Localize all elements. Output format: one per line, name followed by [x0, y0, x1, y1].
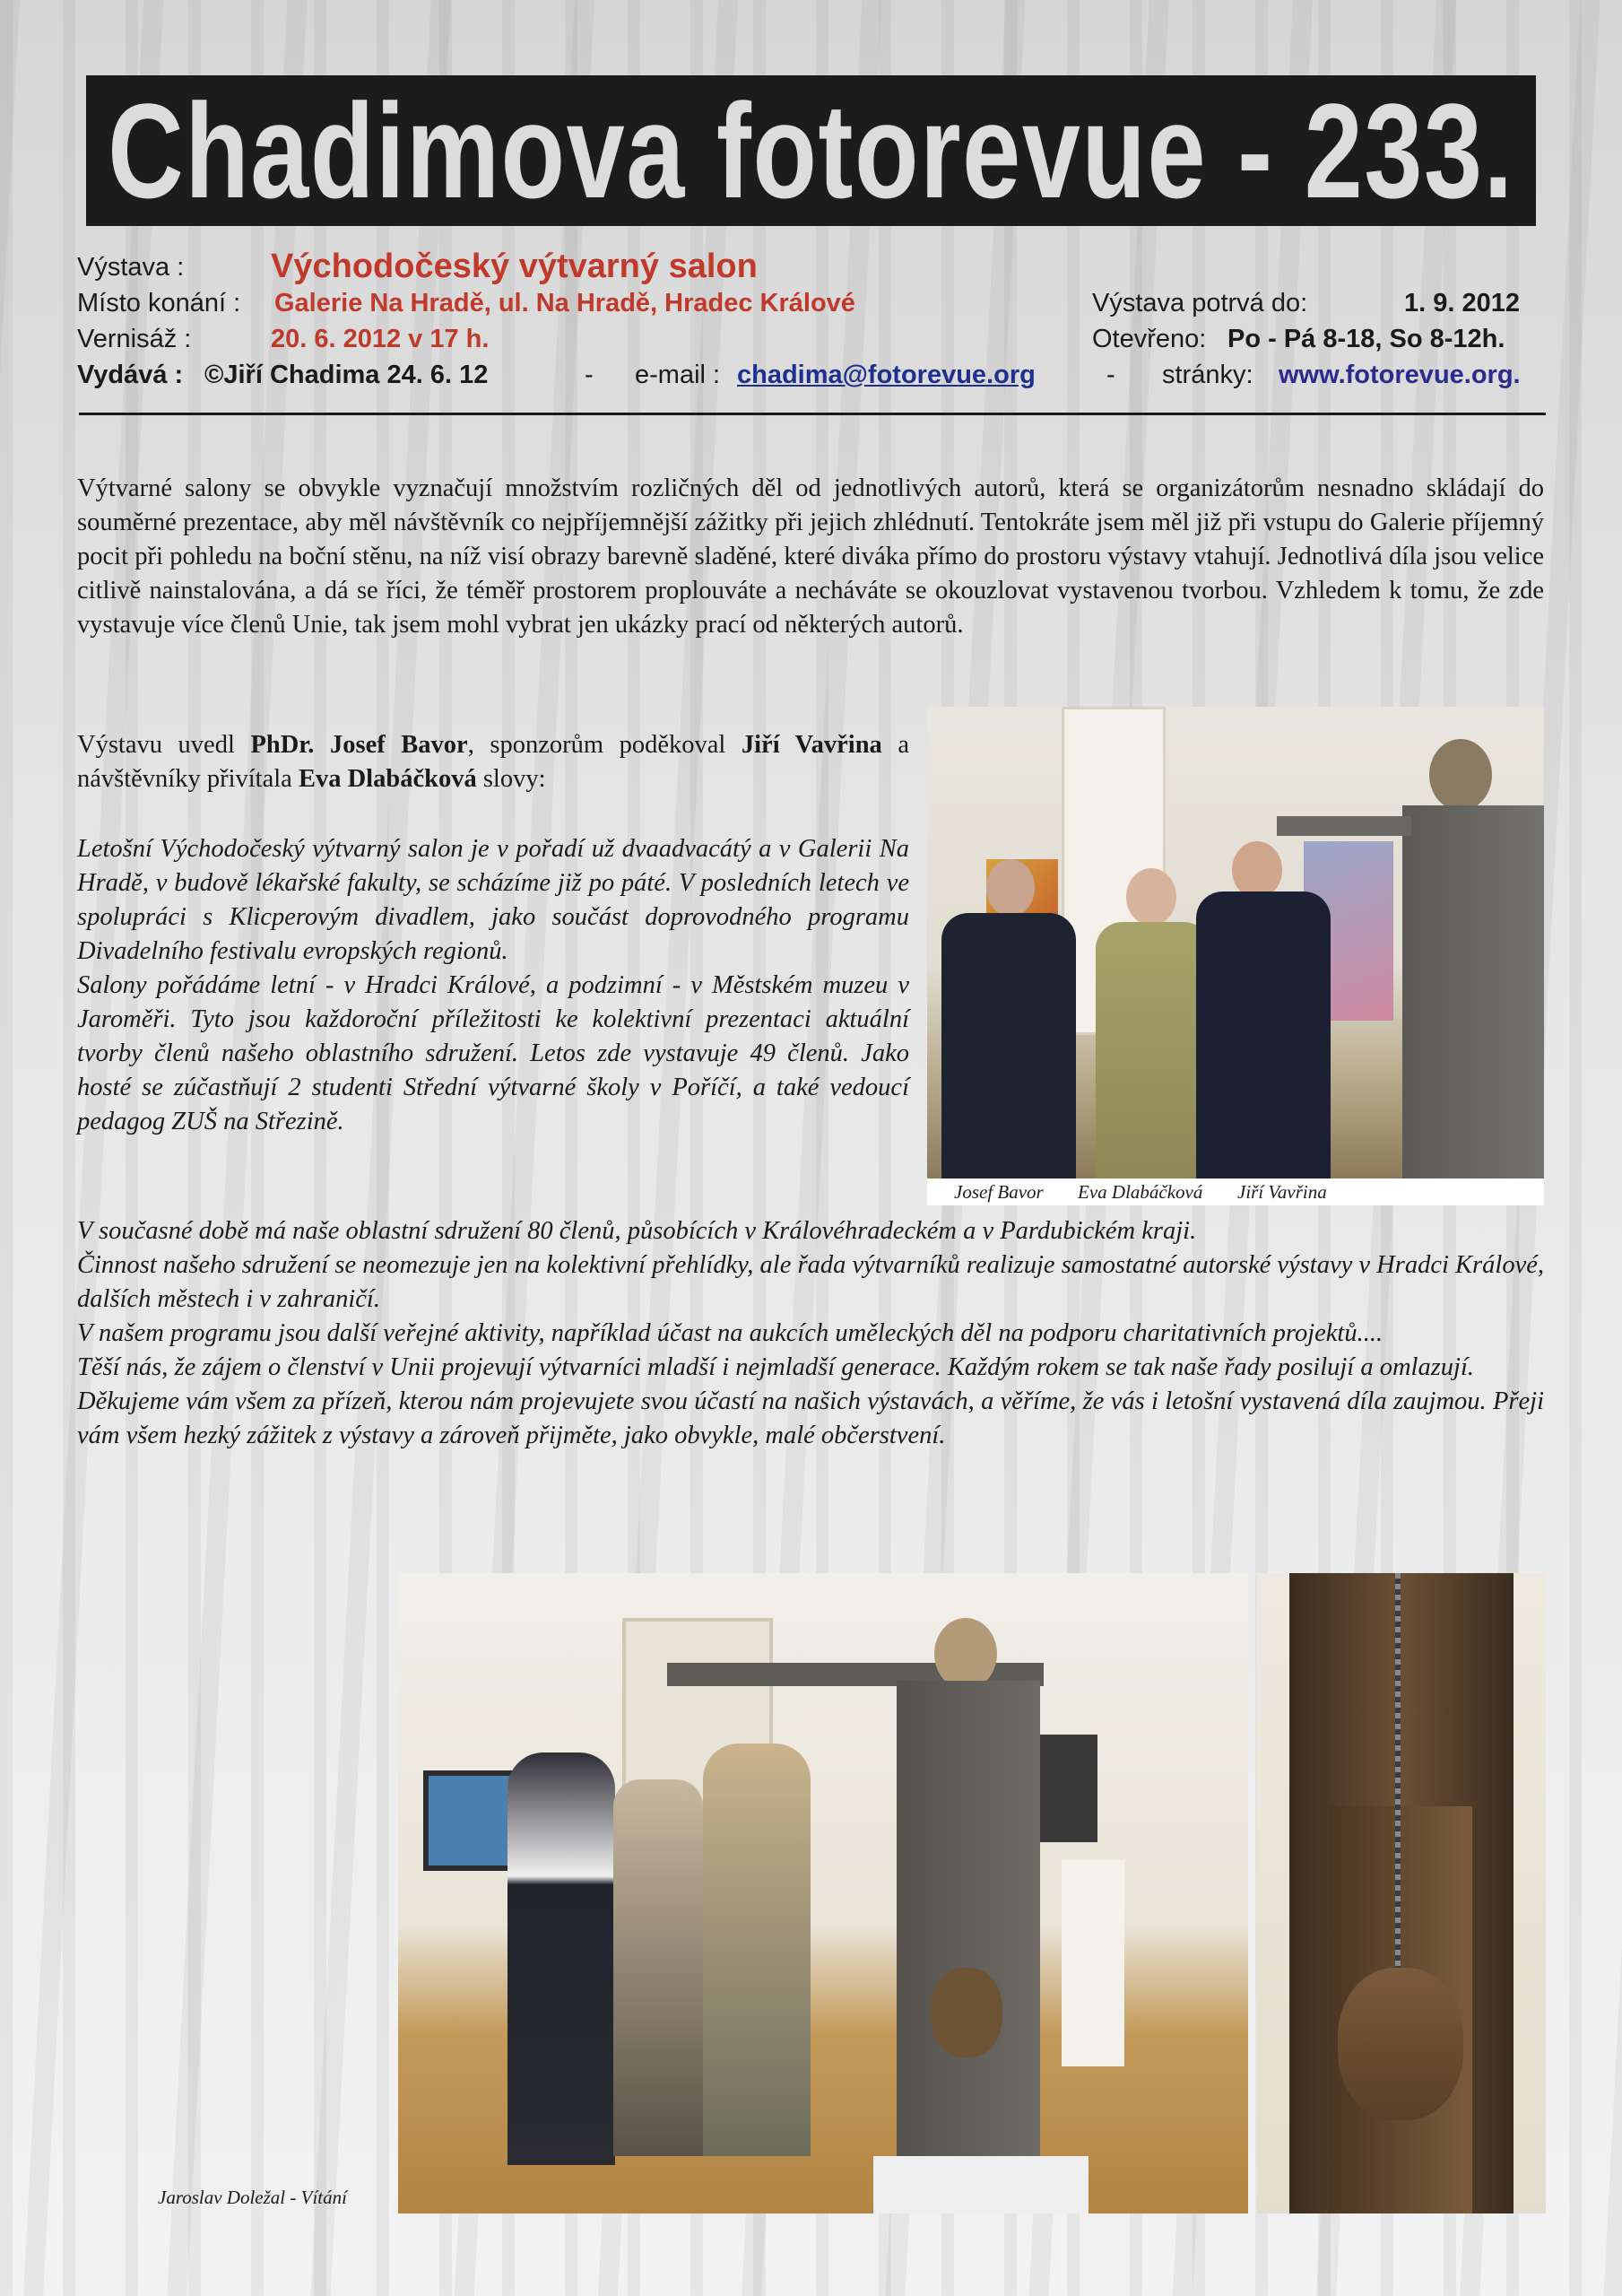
opening-paragraph	[77, 728, 909, 796]
web-label: stránky:	[1162, 361, 1253, 389]
speech-paragraph-6: Těší nás, že zájem o členství v Unii projevují výtvarníci mladší i nejmladší generace. Každým rokem se tak naše řady posilují a omlazují.	[77, 1353, 1475, 1381]
intro-paragraph: Výtvarné salony se obvykle vyznačují množstvím rozličných děl od jednotlivých autorů, která se organizátorům nesnadno skládají do souměrné prezentace, aby měl návštěvník co nejpříjemnější zážitky při jejich zhlédnutí. Tentokráte jsem měl již při vstupu do Galerie příjemný pocit při pohledu na boční stěnu, na níž visí obrazy barevně sladěné, které diváka přímo do prostoru výstavy vtahují. Jednotlivá díla jsou velice citlivě nainstalována, a dá se říci, že téměř prostorem proplouváte a necháváte se okouzlovat vystavenou tvorbou. Vzhledem k tomu, že zde vystavuje více členů Unie, tak jsem mohl vybrat jen ukázky prací od některých autorů.	[77, 474, 1544, 639]
caption-name-3: Jiří Vavřina	[1237, 1181, 1327, 1203]
speech-paragraph-3: V současné době má naše oblastní sdružení 80 členů, působících v Královéhradeckém a v Pardubickém kraji.	[77, 1217, 1197, 1245]
page-title: Chadimova fotorevue - 233.	[108, 75, 1514, 226]
speaker-name-3: Eva Dlabáčková	[298, 765, 477, 793]
web-link[interactable]: www.fotorevue.org.	[1279, 361, 1521, 389]
opening-text-2: , sponzorům poděkoval	[467, 731, 742, 759]
venue-label: Místo konání :	[77, 289, 241, 317]
info-row-publisher	[77, 361, 1548, 396]
photo-bear-closeup	[1257, 1573, 1546, 2213]
speaker-name-2: Jiří Vavřina	[741, 731, 882, 759]
duration-value: 1. 9. 2012	[1404, 289, 1520, 317]
vernissage-label: Vernisáž :	[77, 325, 192, 353]
email-label: e-mail :	[635, 361, 721, 389]
publisher-label: Vydává :	[77, 361, 184, 389]
exhibition-name: Východočeský výtvarný salon	[271, 248, 758, 285]
opening-text-1: Výstavu uvedl	[77, 731, 251, 759]
info-row-opening	[77, 325, 1548, 361]
caption-name-1: Josef Bavor	[954, 1181, 1044, 1203]
speech-paragraph-7: Děkujeme vám všem za přízeň, kterou nám projevujete svou účastí na našich výstavách, a věříme, že vás i letošní vystavená díla zaujmou. Přeji vám všem hezký zážitek z výstavy a zároveň přijměte, jako obvykle, malé občerstvení.	[77, 1387, 1544, 1449]
speech-paragraph-4: Činnost našeho sdružení se neomezuje jen na kolektivní přehlídky, ale řada výtvarníků realizuje samostatné autorské výstavy v Hradci Králové, dalších městech i v zahraničí.	[77, 1251, 1544, 1313]
photo-gallery-statue	[398, 1573, 1248, 2213]
speech-paragraph-1: Letošní Východočeský výtvarný salon je v pořadí už dvaadvacátý a v Galerii Na Hradě, v budově lékařské fakulty, se scházíme již po páté. V posledních letech ve spolupráci s Klicperovým divadlem, jako součást doprovodného programu Divadelního festivalu evropských regionů.	[77, 835, 909, 965]
speech-column	[77, 832, 909, 1139]
info-row-exhibition	[77, 248, 1548, 289]
opening-text-4: slovy:	[476, 765, 546, 793]
exhibition-label: Výstava :	[77, 253, 185, 282]
venue-value: Galerie Na Hradě, ul. Na Hradě, Hradec Králové	[274, 289, 855, 317]
info-row-venue	[77, 289, 1548, 325]
speech-paragraph-2: Salony pořádáme letní - v Hradci Králové, a podzimní - v Městském muzeu v Jaroměři. Tyto jsou každoroční příležitosti ke kolektivní prezentaci aktuální tvorby členů našeho oblastního sdružení. Letos zde vystavuje 49 členů. Jako hosté se zúčastňují 2 studenti Střední výtvarné školy v Poříčí, a také vedoucí pedagog ZUŠ na Střezině.	[77, 971, 909, 1135]
photo-gallery-caption: Jaroslav Doležal - Vítání	[158, 2187, 347, 2208]
vernissage-value: 20. 6. 2012 v 17 h.	[271, 325, 490, 353]
duration-label: Výstava potrvá do:	[1092, 289, 1308, 317]
exhibition-info	[77, 248, 1548, 396]
title-banner	[86, 75, 1536, 226]
speech-continued	[77, 1214, 1544, 1453]
photo-speakers	[927, 707, 1544, 1178]
caption-name-2: Eva Dlabáčková	[1078, 1181, 1203, 1203]
separator-dash: -	[585, 361, 594, 389]
opening-text-3: a návštěvníky přivítala	[77, 731, 910, 793]
photo-speakers-caption	[927, 1178, 1544, 1205]
speech-paragraph-5: V našem programu jsou další veřejné aktivity, například účast na aukcích uměleckých děl na podporu charitativních projektů....	[77, 1319, 1383, 1347]
open-hours-value: Po - Pá 8-18, So 8-12h.	[1227, 325, 1505, 353]
open-hours-label: Otevřeno:	[1092, 325, 1207, 353]
email-link[interactable]: chadima@fotorevue.org	[737, 361, 1036, 389]
speaker-name-1: PhDr. Josef Bavor	[250, 731, 468, 759]
publisher-value: ©Jiří Chadima 24. 6. 12	[204, 361, 489, 389]
separator-dash-2: -	[1106, 361, 1115, 389]
header-divider	[79, 413, 1546, 415]
